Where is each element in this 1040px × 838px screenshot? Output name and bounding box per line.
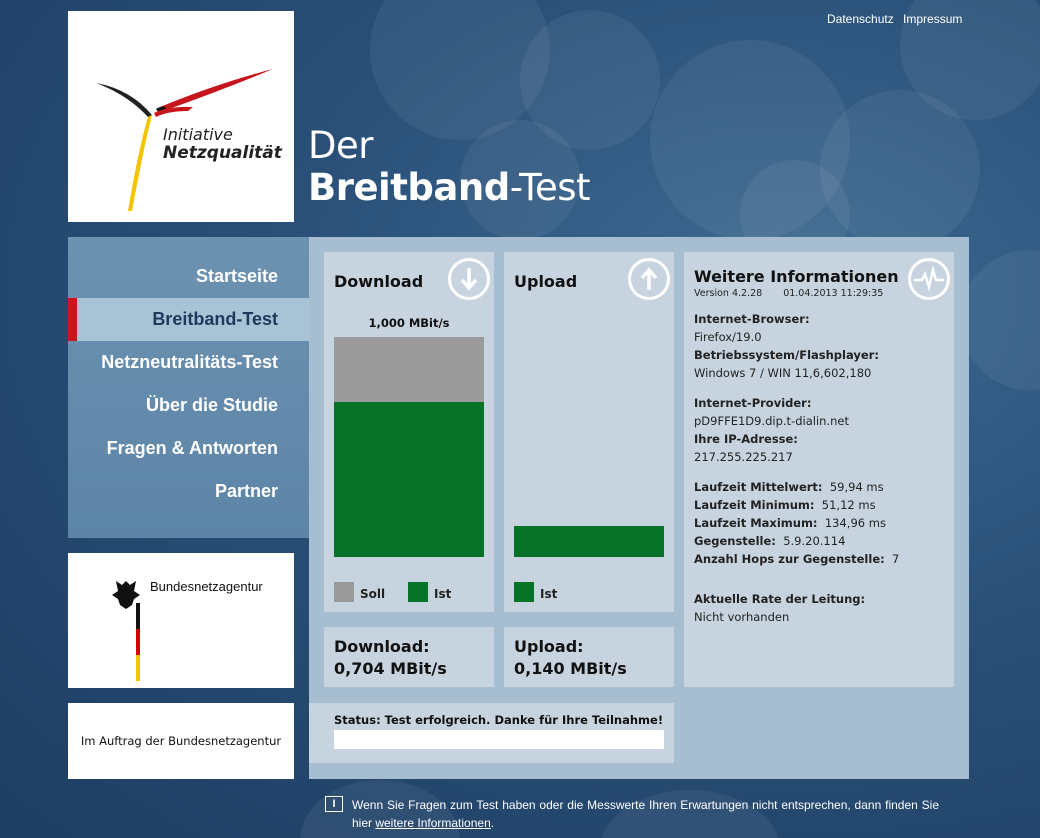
status-progress-bar	[334, 730, 664, 749]
browser-value: Firefox/19.0	[694, 330, 762, 344]
peer-label: Gegenstelle:	[694, 534, 776, 548]
download-card	[324, 252, 494, 612]
status-text: Status: Test erfolgreich. Danke für Ihre Teilnahme!	[334, 713, 664, 727]
datenschutz-link[interactable]: Datenschutz	[827, 12, 894, 26]
upload-arrow-icon	[628, 258, 670, 300]
download-arrow-icon	[448, 258, 490, 300]
max-label: Laufzeit Maximum:	[694, 516, 818, 530]
legend-ist-swatch	[408, 582, 428, 602]
eagle-flag-icon	[96, 575, 156, 685]
info-title: Weitere Informationen	[694, 267, 899, 286]
auftrag-text: Im Auftrag der Bundesnetzagentur	[80, 734, 282, 748]
max-value: 134,96 ms	[824, 516, 886, 530]
download-chart	[334, 337, 484, 557]
datetime-text: 01.04.2013 11:29:35	[783, 288, 884, 299]
legend-soll-label: Soll	[360, 587, 386, 601]
provider-value: pD9FFE1D9.dip.t-dialin.net	[694, 414, 849, 428]
version-line	[694, 288, 883, 299]
os-value: Windows 7 / WIN 11,6,602,180	[694, 366, 872, 380]
os-label: Betriebssystem/Flashplayer:	[694, 348, 879, 362]
logo-text-netzqualitaet: Netzqualität	[163, 143, 282, 163]
rate-value: Nicht vorhanden	[694, 610, 790, 624]
download-ist-bar	[334, 402, 484, 557]
upload-ist-bar	[514, 526, 664, 557]
browser-label: Internet-Browser:	[694, 312, 810, 326]
footnote	[325, 796, 939, 832]
provider-label: Internet-Provider:	[694, 396, 812, 410]
page-title-line2	[308, 166, 590, 209]
top-links	[827, 12, 968, 26]
footnote-end: .	[490, 816, 495, 830]
nav-item-breitband-test[interactable]: Breitband-Test	[152, 309, 278, 329]
main-nav	[68, 237, 309, 538]
legend-soll-swatch	[334, 582, 354, 602]
page-title-line1: Der	[308, 124, 373, 167]
nav-item-partner[interactable]: Partner	[214, 481, 278, 501]
auftrag-box	[68, 703, 294, 779]
upload-result-label: Upload:	[514, 637, 584, 656]
logo-swoosh-icon	[68, 11, 294, 222]
nav-active-marker	[68, 298, 77, 341]
footnote-body: Wenn Sie Fragen zum Test haben oder die Messwerte Ihren Erwartungen nicht entsprechen, dann finden Sie hier	[352, 798, 939, 830]
mean-label: Laufzeit Mittelwert:	[694, 480, 823, 494]
bundesnetzagentur-logo[interactable]	[68, 553, 294, 688]
upload-result-card	[504, 627, 674, 687]
weitere-informationen-link[interactable]: weitere Informationen	[375, 816, 491, 830]
footnote-text	[352, 796, 939, 832]
bundesnetzagentur-text: Bundesnetzagentur	[150, 579, 263, 594]
download-target-label: 1,000 MBit/s	[368, 316, 450, 330]
nav-item-startseite[interactable]: Startseite	[195, 266, 278, 286]
upload-chart	[514, 337, 664, 557]
min-label: Laufzeit Minimum:	[694, 498, 815, 512]
rate-label: Aktuelle Rate der Leitung:	[694, 592, 866, 606]
info-card	[684, 252, 954, 687]
upload-legend-ist-label: Ist	[540, 587, 558, 601]
impressum-link[interactable]: Impressum	[903, 12, 963, 26]
page-title-bold: Breitband	[308, 166, 510, 209]
version-text: Version 4.2.28	[694, 288, 763, 299]
hops-value: 7	[892, 552, 900, 566]
upload-result-value: 0,140 MBit/s	[514, 659, 627, 678]
min-value: 51,12 ms	[821, 498, 876, 512]
hops-label: Anzahl Hops zur Gegenstelle:	[694, 552, 885, 566]
pulse-icon	[908, 258, 950, 300]
status-card	[309, 703, 674, 763]
peer-value: 5.9.20.114	[783, 534, 846, 548]
upload-title: Upload	[514, 272, 578, 291]
test-panel	[309, 237, 969, 779]
download-result-card	[324, 627, 494, 687]
nav-item-ueber-die-studie[interactable]: Über die Studie	[145, 395, 278, 415]
download-result-label: Download:	[334, 637, 430, 656]
page-title-rest: -Test	[509, 166, 591, 209]
info-list	[694, 310, 949, 626]
download-result-value: 0,704 MBit/s	[334, 659, 447, 678]
upload-legend-ist-swatch	[514, 582, 534, 602]
download-title: Download	[334, 272, 424, 291]
upload-card	[504, 252, 674, 612]
logo-text-initiative: Initiative	[163, 125, 233, 144]
legend-ist-label: Ist	[434, 587, 452, 601]
mean-value: 59,94 ms	[829, 480, 884, 494]
initiative-logo[interactable]	[68, 11, 294, 222]
info-icon: I	[325, 796, 343, 812]
nav-item-fragen-antworten[interactable]: Fragen & Antworten	[106, 438, 278, 458]
ip-value: 217.255.225.217	[694, 450, 793, 464]
nav-item-netzneutralitaets-test[interactable]: Netzneutralitäts-Test	[101, 352, 278, 372]
ip-label: Ihre IP-Adresse:	[694, 432, 798, 446]
